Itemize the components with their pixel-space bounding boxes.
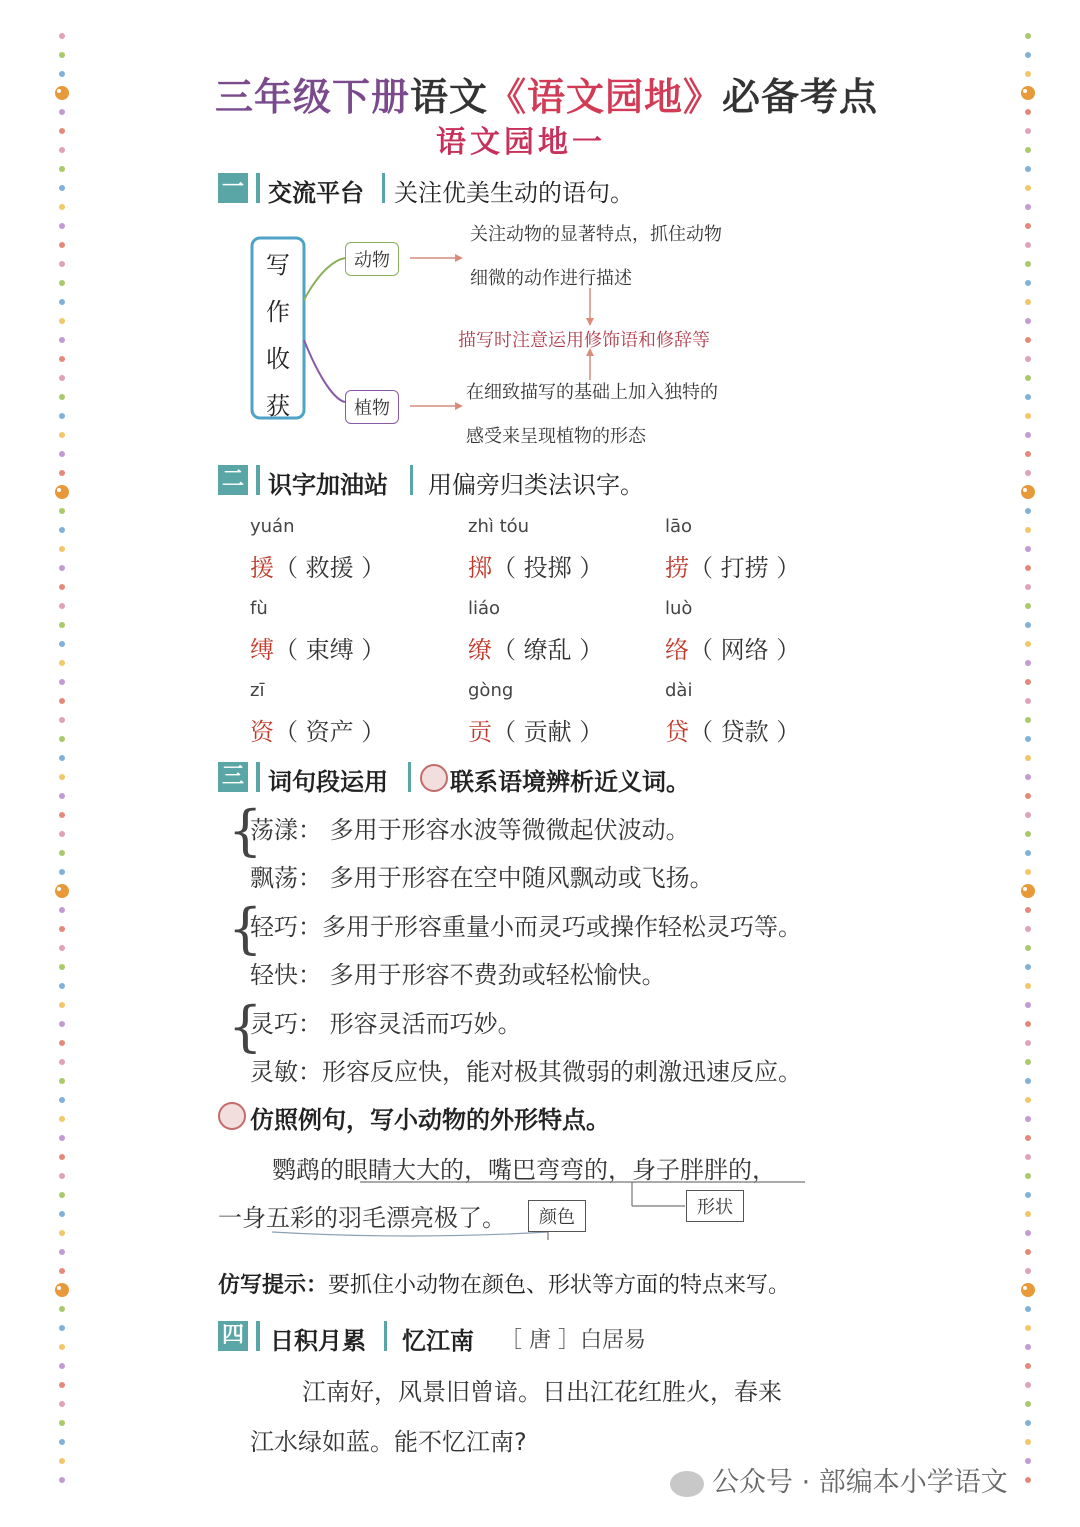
char-main: 捞 [665,554,689,582]
char-main: 援 [250,554,274,582]
pinyin-label: gòng [468,680,514,701]
poem-line1: 江南好，风景旧曾谙。日出江花红胜火，春来 [302,1378,782,1406]
char-main: 缚 [250,636,274,664]
section4-number: 四 [218,1321,248,1351]
section1-desc: 关注优美生动的语句。 [394,179,634,207]
title-grade: 三年级下册 [215,75,411,119]
page-title [215,66,878,121]
char-main: 贡 [468,718,492,746]
middle-note: 描写时注意运用修饰语和修辞等 [458,330,710,351]
pair2-a: 轻巧：多用于形容重量小而灵巧或操作轻松灵巧等。 [250,913,802,941]
char-word: （ 贷款 ） [689,718,801,746]
animal-note-line2: 细微的动作进行描述 [470,268,632,289]
hint-text: 要抓住小动物在颜色、形状等方面的特点来写。 [328,1273,791,1298]
pinyin-label: luò [665,598,693,619]
section3-divider [408,762,411,792]
globe-icon-2 [218,1102,246,1130]
pinyin-label: dài [665,680,693,701]
brace-pair-3: { [228,995,263,1058]
pair3-a: 灵巧： 形容灵活而巧妙。 [250,1010,522,1038]
animal-note-line1: 关注动物的显著特点，抓住动物 [470,224,722,245]
center-char-3: 收 [266,345,290,373]
char-entry [468,712,603,747]
pinyin-label: zhì tóu [468,516,530,537]
section1-number: 一 [218,173,248,203]
title-keypoints: 必备考点 [722,75,879,119]
poem-line2: 江水绿如蓝。能不忆江南? [250,1428,527,1456]
pinyin-label: liáo [468,598,501,619]
char-word: （ 贡献 ） [492,718,604,746]
char-entry [468,548,603,583]
pinyin-label: lāo [665,516,693,537]
char-entry [250,548,385,583]
tag-color: 颜色 [528,1200,586,1232]
plant-note-line1: 在细致描写的基础上加入独特的 [466,382,718,403]
section4-name: 日积月累 [270,1327,366,1355]
section3-bar [256,762,260,792]
section2-desc: 用偏旁归类法识字。 [428,471,644,499]
section4-divider [384,1321,387,1351]
char-main: 缭 [468,636,492,664]
right-dotted-border [1020,30,1036,1500]
center-char-1: 写 [266,251,290,279]
char-main: 掷 [468,554,492,582]
pinyin-label: yuán [250,516,295,537]
char-word: （ 网络 ） [689,636,801,664]
hint-row [218,1268,790,1299]
mindmap-center [263,242,293,430]
example-line2: 一身五彩的羽毛漂亮极了。 [218,1204,506,1232]
center-char-4: 获 [266,392,290,420]
char-word: （ 资产 ） [274,718,386,746]
char-word: （ 缭乱 ） [492,636,604,664]
section2-name: 识字加油站 [268,471,388,499]
section2-number: 二 [218,465,248,495]
brace-pair-1: { [228,799,263,862]
char-word: （ 打捞 ） [689,554,801,582]
char-entry [665,630,800,665]
section1-bar [256,173,260,203]
pair1-b: 飘荡： 多用于形容在空中随风飘动或飞扬。 [250,864,714,892]
char-word: （ 救援 ） [274,554,386,582]
poem-title: 忆江南 [402,1327,474,1355]
section3-number: 三 [218,762,248,792]
char-entry [250,630,385,665]
title-book: 《语文园地》 [488,75,723,119]
section3-desc: 联系语境辨析近义词。 [450,768,690,796]
brace-pair-2: { [228,897,263,960]
section4-bar [256,1321,260,1351]
imitate-title: 仿照例句，写小动物的外形特点。 [250,1106,610,1134]
char-entry [665,712,800,747]
section1-name: 交流平台 [268,179,364,207]
pair3-b: 灵敏：形容反应快，能对极其微弱的刺激迅速反应。 [250,1058,802,1086]
char-entry [468,630,603,665]
char-main: 络 [665,636,689,664]
section2-bar [256,465,260,495]
section2-divider [410,465,413,495]
pinyin-label: fù [250,598,268,619]
poem-author: ［ 唐 ］白居易 [500,1328,646,1353]
pair1-a: 荡漾： 多用于形容水波等微微起伏波动。 [250,816,690,844]
left-dotted-border [54,30,70,1500]
title-subject: 语文 [410,75,489,119]
tag-shape: 形状 [686,1190,744,1222]
page-subtitle: 语文园地一 [436,125,606,160]
char-main: 资 [250,718,274,746]
watermark [670,1460,1008,1499]
char-word: （ 束缚 ） [274,636,386,664]
branch-animal: 动物 [345,242,399,276]
char-word: （ 投掷 ） [492,554,604,582]
section3-name: 词句段运用 [268,768,388,796]
pinyin-label: zī [250,680,265,701]
char-entry [665,548,800,583]
char-entry [250,712,385,747]
plant-note-line2: 感受来呈现植物的形态 [466,426,646,447]
char-main: 贷 [665,718,689,746]
center-char-2: 作 [266,298,290,326]
hint-label: 仿写提示： [218,1273,329,1298]
wechat-icon [670,1471,704,1497]
pair2-b: 轻快： 多用于形容不费劲或轻松愉快。 [250,961,666,989]
globe-icon [420,764,448,792]
branch-plant: 植物 [345,390,399,424]
example-line1: 鹦鹉的眼睛大大的，嘴巴弯弯的，身子胖胖的， [272,1156,776,1184]
section1-divider [382,173,385,203]
watermark-text: 公众号 · 部编本小学语文 [712,1467,1008,1498]
